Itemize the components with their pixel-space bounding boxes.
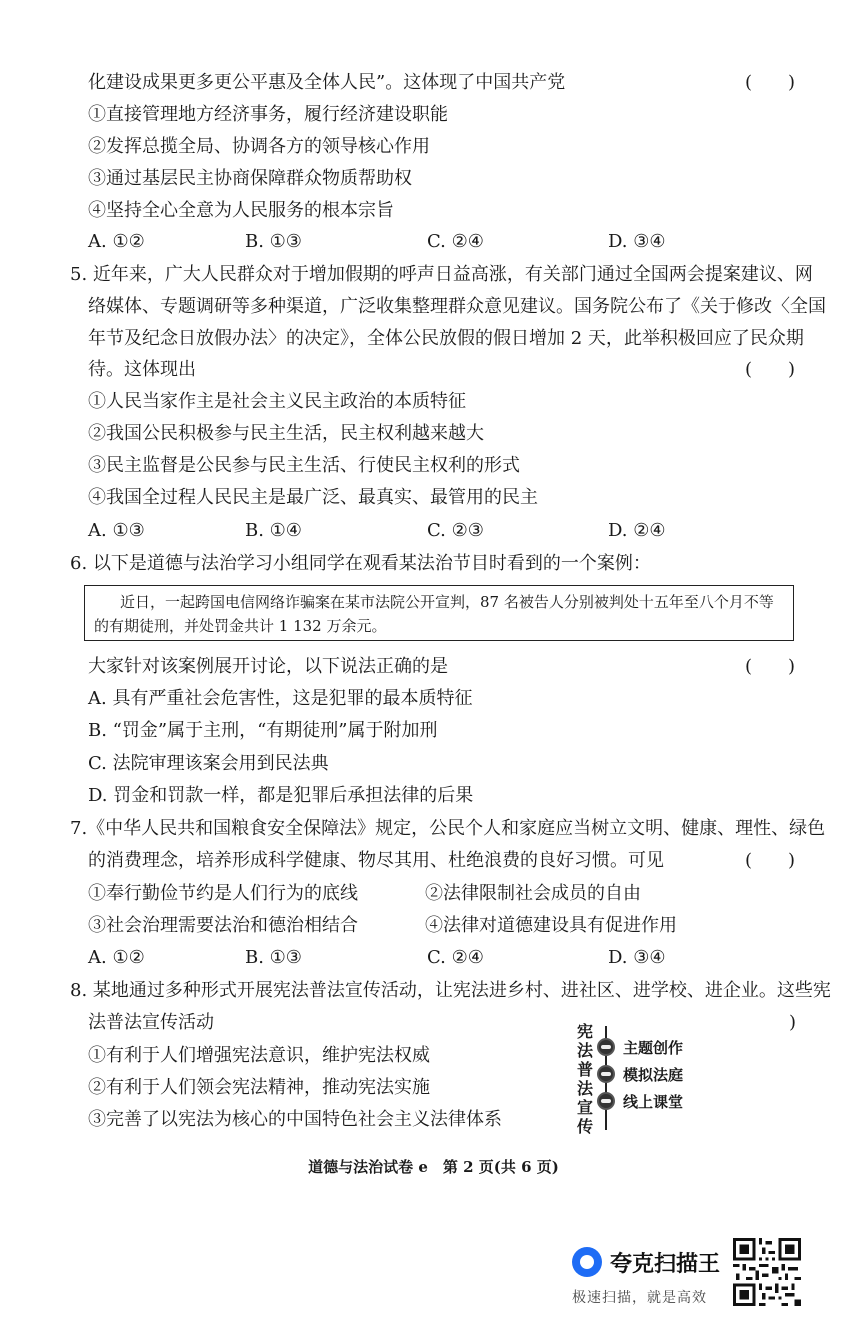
quark-logo-icon xyxy=(572,1247,602,1277)
q5-option-b: B. ①④ xyxy=(245,520,302,541)
q8-stem-line-2: 法普法宣传活动 xyxy=(88,1012,214,1033)
q4-stem: 化建设成果更多更公平惠及全体人民”。这体现了中国共产党 xyxy=(88,72,566,93)
diagram-title-char: 法 xyxy=(576,1041,593,1060)
q6-option-d: D. 罚金和罚款一样，都是犯罪后承担法律的后果 xyxy=(88,785,474,806)
diagram-title-char: 传 xyxy=(576,1117,593,1136)
diagram-title-char: 宣 xyxy=(576,1098,593,1117)
q8-item-3: ③完善了以宪法为核心的中国特色社会主义法律体系 xyxy=(88,1109,502,1130)
diagram-title-char: 宪 xyxy=(576,1022,593,1041)
q4-item-4: ④坚持全心全意为人民服务的根本宗旨 xyxy=(88,200,394,221)
q5-stem-line-2: 络媒体、专题调研等多种渠道，广泛收集整理群众意见建议。国务院公布了《关于修改〈全国 xyxy=(88,296,826,317)
bullet-circle-icon xyxy=(597,1038,615,1056)
q5-item-3: ③民主监督是公民参与民主生活、行使民主权利的形式 xyxy=(88,455,520,476)
diagram-title xyxy=(575,1022,595,1136)
diagram-node-label: 主题创作 xyxy=(623,1038,684,1057)
q5-item-4: ④我国全过程人民民主是最广泛、最真实、最管用的民主 xyxy=(88,487,538,508)
q4-option-b: B. ①③ xyxy=(245,231,302,252)
q5-stem-line-1: 5. 近年来，广大人民群众对于增加假期的呼声日益高涨，有关部门通过全国两会提案建议、网 xyxy=(70,264,813,285)
q4-option-c: C. ②④ xyxy=(427,231,484,252)
q5-stem-line-4: 待。这体现出 xyxy=(88,359,196,380)
q8-item-1: ①有利于人们增强宪法意识，维护宪法权威 xyxy=(88,1045,430,1066)
q7-answer-paren: ( ) xyxy=(745,850,796,871)
q7-option-c: C. ②④ xyxy=(427,947,484,968)
q7-item-4: ④法律对道德建设具有促进作用 xyxy=(425,915,677,936)
case-line-2: 的有期徒刑，并处罚金共计 1 132 万余元。 xyxy=(94,617,387,635)
diagram-title-char: 法 xyxy=(576,1079,593,1098)
diagram-node-label: 线上课堂 xyxy=(623,1092,684,1111)
diagram-node-label: 模拟法庭 xyxy=(623,1065,684,1084)
q6-question: 大家针对该案例展开讨论，以下说法正确的是 xyxy=(88,656,448,677)
q6-option-c: C. 法院审理该案会用到民法典 xyxy=(88,753,329,774)
q4-option-a: A. ①② xyxy=(88,231,145,252)
q7-option-d: D. ③④ xyxy=(608,947,666,968)
q7-item-3: ③社会治理需要法治和德治相结合 xyxy=(88,915,358,936)
q5-answer-paren: ( ) xyxy=(745,359,796,380)
q8-stem-line-1: 8. 某地通过多种形式开展宪法普法宣传活动，让宪法进乡村、进社区、进学校、进企业。这些宪 xyxy=(70,980,831,1001)
q7-option-b: B. ①③ xyxy=(245,947,302,968)
scanner-brand xyxy=(572,1244,720,1280)
q6-stem: 6. 以下是道德与法治学习小组同学在观看某法治节目时看到的一个案例： xyxy=(70,553,651,574)
q4-item-1: ①直接管理地方经济事务，履行经济建设职能 xyxy=(88,104,448,125)
case-line-1: 近日，一起跨国电信网络诈骗案在某市法院公开宣判，87 名被告人分别被判处十五年至八个月不等 xyxy=(120,593,774,611)
diagram-node-1 xyxy=(597,1036,683,1058)
q7-option-a: A. ①② xyxy=(88,947,145,968)
q7-item-2: ②法律限制社会成员的自由 xyxy=(425,883,641,904)
brand-slogan: 极速扫描，就是高效 xyxy=(572,1290,707,1306)
diagram-node-3 xyxy=(597,1090,683,1112)
diagram-node-2 xyxy=(597,1063,683,1085)
q7-stem-line-1: 7.《中华人民共和国粮食安全保障法》规定，公民个人和家庭应当树立文明、健康、理性、绿色 xyxy=(70,818,826,839)
q8-answer-paren: ) xyxy=(789,1012,797,1033)
q4-item-2: ②发挥总揽全局、协调各方的领导核心作用 xyxy=(88,136,430,157)
q5-item-1: ①人民当家作主是社会主义民主政治的本质特征 xyxy=(88,391,466,412)
page-footer: 道德与法治试卷 e 第 2 页(共 6 页) xyxy=(308,1158,559,1176)
q7-stem-line-2: 的消费理念，培养形成科学健康、物尽其用、杜绝浪费的良好习惯。可见 xyxy=(88,850,664,871)
q5-item-2: ②我国公民积极参与民主生活，民主权利越来越大 xyxy=(88,423,484,444)
q5-option-c: C. ②③ xyxy=(427,520,484,541)
q6-option-b: B. “罚金”属于主刑，“有期徒刑”属于附加刑 xyxy=(88,720,438,741)
q6-option-a: A. 具有严重社会危害性，这是犯罪的最本质特征 xyxy=(88,688,473,709)
q5-option-d: D. ②④ xyxy=(608,520,666,541)
q7-item-1: ①奉行勤俭节约是人们行为的底线 xyxy=(88,883,358,904)
brand-name: 夸克扫描王 xyxy=(610,1251,721,1277)
q4-item-3: ③通过基层民主协商保障群众物质帮助权 xyxy=(88,168,412,189)
q8-item-2: ②有利于人们领会宪法精神，推动宪法实施 xyxy=(88,1077,430,1098)
q4-option-d: D. ③④ xyxy=(608,231,666,252)
qr-code-icon xyxy=(733,1238,801,1306)
q8-diagram xyxy=(565,1022,705,1136)
bullet-circle-icon xyxy=(597,1065,615,1083)
diagram-title-char: 普 xyxy=(576,1060,593,1079)
bullet-circle-icon xyxy=(597,1092,615,1110)
q6-answer-paren: ( ) xyxy=(745,656,796,677)
q5-stem-line-3: 年节及纪念日放假办法〉的决定》，全体公民放假的假日增加 2 天，此举积极回应了民众期 xyxy=(88,328,804,349)
q5-option-a: A. ①③ xyxy=(88,520,145,541)
q4-answer-paren: ( ) xyxy=(745,72,796,93)
